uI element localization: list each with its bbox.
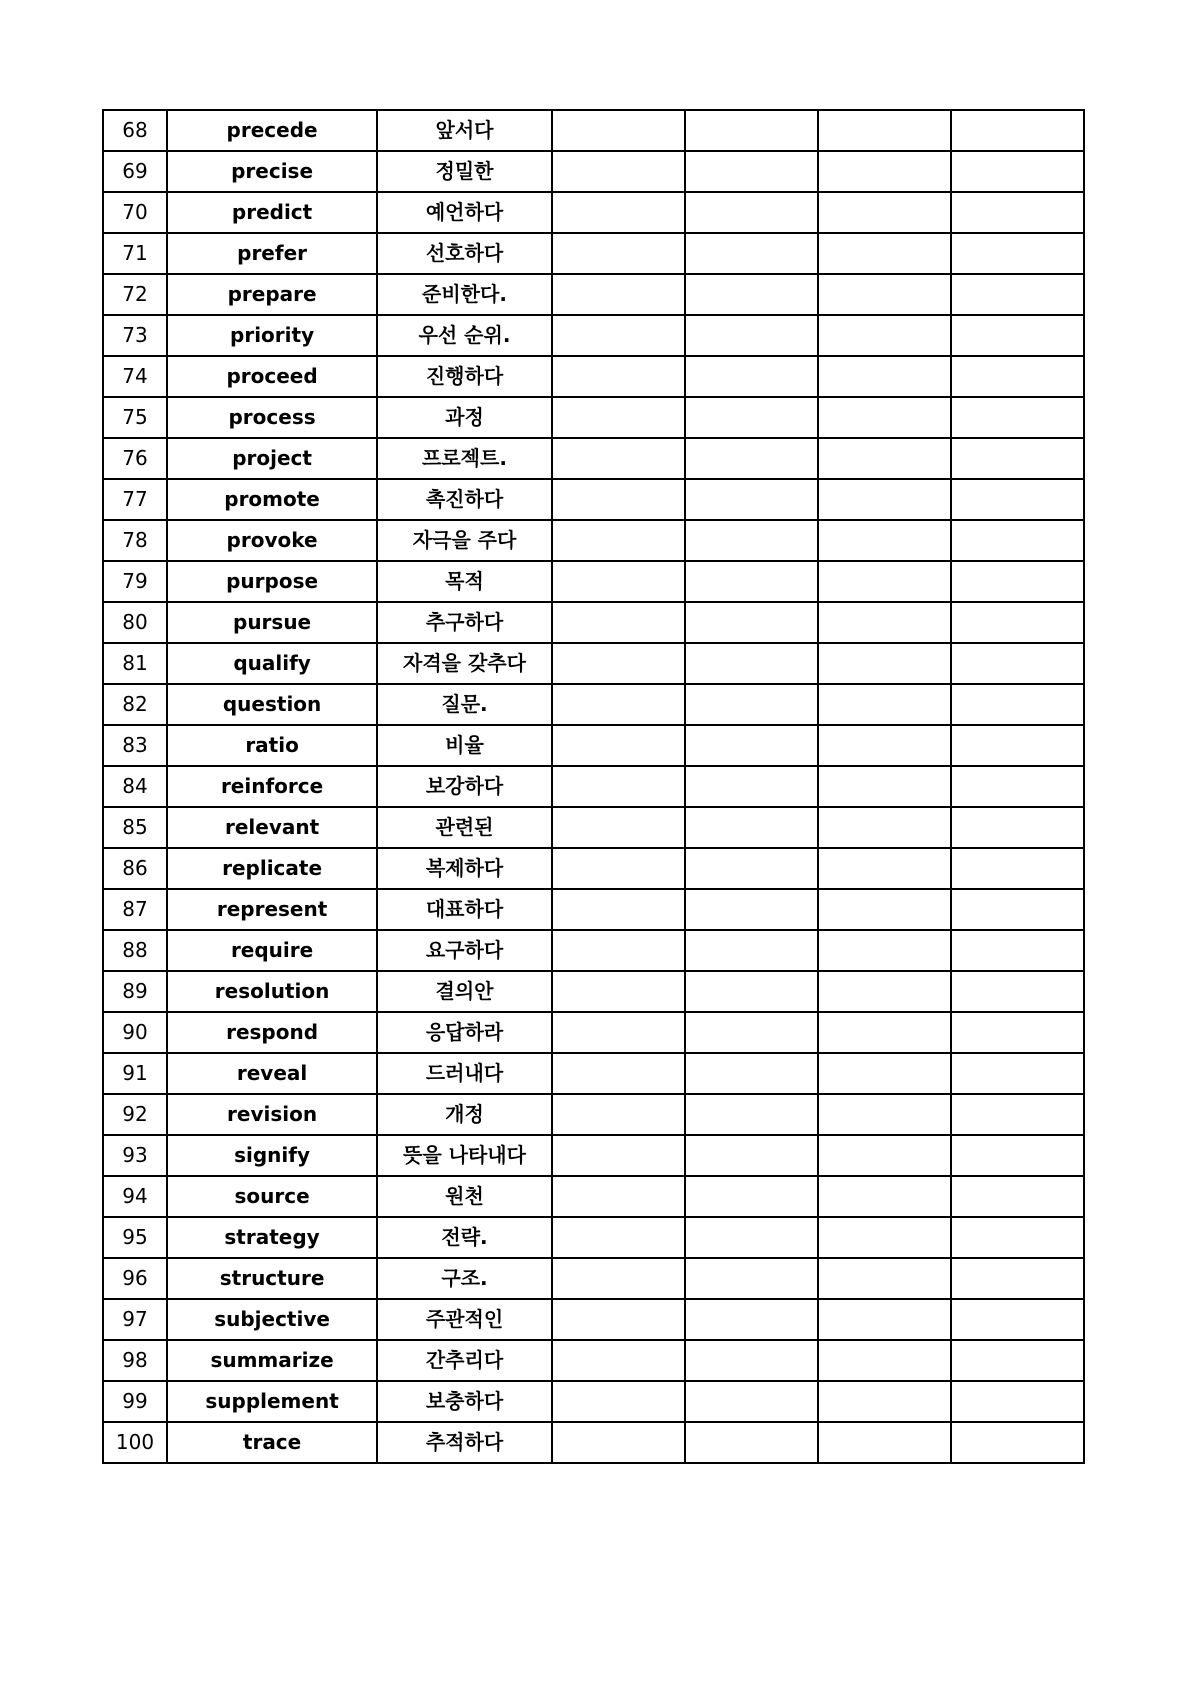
blank-practice-cell — [552, 643, 685, 684]
korean-meaning: 복제하다 — [377, 848, 552, 889]
row-number: 93 — [103, 1135, 167, 1176]
blank-practice-cell — [685, 520, 818, 561]
blank-practice-cell — [552, 930, 685, 971]
english-word: relevant — [167, 807, 377, 848]
blank-practice-cell — [818, 1135, 951, 1176]
blank-practice-cell — [685, 1340, 818, 1381]
row-number: 94 — [103, 1176, 167, 1217]
english-word: require — [167, 930, 377, 971]
blank-practice-cell — [951, 602, 1084, 643]
english-word: replicate — [167, 848, 377, 889]
table-row — [103, 1094, 1084, 1135]
korean-meaning: 준비한다. — [377, 274, 552, 315]
blank-practice-cell — [951, 1258, 1084, 1299]
blank-practice-cell — [818, 889, 951, 930]
row-number: 96 — [103, 1258, 167, 1299]
blank-practice-cell — [818, 684, 951, 725]
blank-practice-cell — [818, 192, 951, 233]
english-word: pursue — [167, 602, 377, 643]
table-row — [103, 1176, 1084, 1217]
table-row — [103, 520, 1084, 561]
row-number: 91 — [103, 1053, 167, 1094]
english-word: question — [167, 684, 377, 725]
blank-practice-cell — [951, 766, 1084, 807]
blank-practice-cell — [685, 397, 818, 438]
korean-meaning: 관련된 — [377, 807, 552, 848]
english-word: trace — [167, 1422, 377, 1463]
blank-practice-cell — [685, 1135, 818, 1176]
blank-practice-cell — [951, 1422, 1084, 1463]
korean-meaning: 추적하다 — [377, 1422, 552, 1463]
blank-practice-cell — [951, 397, 1084, 438]
blank-practice-cell — [818, 274, 951, 315]
table-row — [103, 602, 1084, 643]
blank-practice-cell — [685, 561, 818, 602]
blank-practice-cell — [685, 479, 818, 520]
blank-practice-cell — [818, 233, 951, 274]
row-number: 83 — [103, 725, 167, 766]
blank-practice-cell — [951, 889, 1084, 930]
korean-meaning: 응답하라 — [377, 1012, 552, 1053]
table-row — [103, 397, 1084, 438]
row-number: 88 — [103, 930, 167, 971]
table-row — [103, 315, 1084, 356]
blank-practice-cell — [552, 315, 685, 356]
vocabulary-table — [102, 109, 1085, 1464]
blank-practice-cell — [951, 725, 1084, 766]
english-word: strategy — [167, 1217, 377, 1258]
english-word: predict — [167, 192, 377, 233]
blank-practice-cell — [685, 1299, 818, 1340]
english-word: proceed — [167, 356, 377, 397]
english-word: respond — [167, 1012, 377, 1053]
blank-practice-cell — [552, 438, 685, 479]
row-number: 77 — [103, 479, 167, 520]
english-word: source — [167, 1176, 377, 1217]
blank-practice-cell — [685, 643, 818, 684]
blank-practice-cell — [951, 315, 1084, 356]
row-number: 95 — [103, 1217, 167, 1258]
blank-practice-cell — [552, 971, 685, 1012]
english-word: prepare — [167, 274, 377, 315]
english-word: precede — [167, 110, 377, 151]
blank-practice-cell — [552, 1135, 685, 1176]
korean-meaning: 보강하다 — [377, 766, 552, 807]
korean-meaning: 앞서다 — [377, 110, 552, 151]
korean-meaning: 예언하다 — [377, 192, 552, 233]
blank-practice-cell — [685, 1094, 818, 1135]
blank-practice-cell — [951, 356, 1084, 397]
blank-practice-cell — [951, 971, 1084, 1012]
blank-practice-cell — [552, 356, 685, 397]
blank-practice-cell — [685, 725, 818, 766]
blank-practice-cell — [818, 1422, 951, 1463]
blank-practice-cell — [951, 1381, 1084, 1422]
english-word: signify — [167, 1135, 377, 1176]
blank-practice-cell — [552, 602, 685, 643]
row-number: 99 — [103, 1381, 167, 1422]
english-word: represent — [167, 889, 377, 930]
blank-practice-cell — [552, 1217, 685, 1258]
blank-practice-cell — [951, 520, 1084, 561]
blank-practice-cell — [552, 1012, 685, 1053]
blank-practice-cell — [951, 438, 1084, 479]
blank-practice-cell — [685, 315, 818, 356]
english-word: priority — [167, 315, 377, 356]
english-word: reveal — [167, 1053, 377, 1094]
english-word: resolution — [167, 971, 377, 1012]
blank-practice-cell — [685, 807, 818, 848]
blank-practice-cell — [818, 848, 951, 889]
blank-practice-cell — [818, 725, 951, 766]
table-row — [103, 1012, 1084, 1053]
english-word: purpose — [167, 561, 377, 602]
blank-practice-cell — [552, 684, 685, 725]
korean-meaning: 뜻을 나타내다 — [377, 1135, 552, 1176]
row-number: 76 — [103, 438, 167, 479]
blank-practice-cell — [552, 274, 685, 315]
english-word: structure — [167, 1258, 377, 1299]
english-word: promote — [167, 479, 377, 520]
table-row — [103, 1299, 1084, 1340]
english-word: project — [167, 438, 377, 479]
row-number: 82 — [103, 684, 167, 725]
row-number: 90 — [103, 1012, 167, 1053]
korean-meaning: 우선 순위. — [377, 315, 552, 356]
row-number: 81 — [103, 643, 167, 684]
blank-practice-cell — [685, 602, 818, 643]
table-row — [103, 1340, 1084, 1381]
table-row — [103, 1422, 1084, 1463]
korean-meaning: 목적 — [377, 561, 552, 602]
blank-practice-cell — [951, 1340, 1084, 1381]
korean-meaning: 과정 — [377, 397, 552, 438]
blank-practice-cell — [951, 274, 1084, 315]
blank-practice-cell — [552, 1258, 685, 1299]
blank-practice-cell — [552, 1094, 685, 1135]
table-row — [103, 151, 1084, 192]
table-row — [103, 971, 1084, 1012]
english-word: qualify — [167, 643, 377, 684]
table-row — [103, 807, 1084, 848]
table-row — [103, 766, 1084, 807]
blank-practice-cell — [685, 1012, 818, 1053]
blank-practice-cell — [951, 1012, 1084, 1053]
blank-practice-cell — [818, 1381, 951, 1422]
korean-meaning: 전략. — [377, 1217, 552, 1258]
blank-practice-cell — [951, 1217, 1084, 1258]
table-row — [103, 1135, 1084, 1176]
blank-practice-cell — [818, 561, 951, 602]
blank-practice-cell — [818, 766, 951, 807]
blank-practice-cell — [951, 848, 1084, 889]
vocabulary-table-body — [103, 110, 1084, 1463]
table-row — [103, 889, 1084, 930]
blank-practice-cell — [685, 356, 818, 397]
row-number: 75 — [103, 397, 167, 438]
korean-meaning: 프로젝트. — [377, 438, 552, 479]
table-row — [103, 1381, 1084, 1422]
blank-practice-cell — [951, 643, 1084, 684]
blank-practice-cell — [951, 930, 1084, 971]
blank-practice-cell — [552, 151, 685, 192]
blank-practice-cell — [818, 971, 951, 1012]
blank-practice-cell — [685, 1422, 818, 1463]
blank-practice-cell — [685, 971, 818, 1012]
blank-practice-cell — [552, 110, 685, 151]
blank-practice-cell — [685, 848, 818, 889]
blank-practice-cell — [685, 274, 818, 315]
blank-practice-cell — [818, 1176, 951, 1217]
blank-practice-cell — [552, 520, 685, 561]
row-number: 69 — [103, 151, 167, 192]
blank-practice-cell — [685, 684, 818, 725]
blank-practice-cell — [552, 1299, 685, 1340]
blank-practice-cell — [951, 684, 1084, 725]
blank-practice-cell — [818, 1012, 951, 1053]
blank-practice-cell — [951, 1299, 1084, 1340]
blank-practice-cell — [552, 192, 685, 233]
blank-practice-cell — [818, 479, 951, 520]
korean-meaning: 자극을 주다 — [377, 520, 552, 561]
blank-practice-cell — [552, 1176, 685, 1217]
table-row — [103, 233, 1084, 274]
blank-practice-cell — [685, 889, 818, 930]
blank-practice-cell — [818, 151, 951, 192]
table-row — [103, 110, 1084, 151]
table-row — [103, 725, 1084, 766]
blank-practice-cell — [951, 233, 1084, 274]
blank-practice-cell — [685, 1053, 818, 1094]
korean-meaning: 드러내다 — [377, 1053, 552, 1094]
korean-meaning: 주관적인 — [377, 1299, 552, 1340]
korean-meaning: 추구하다 — [377, 602, 552, 643]
blank-practice-cell — [685, 110, 818, 151]
korean-meaning: 선호하다 — [377, 233, 552, 274]
english-word: subjective — [167, 1299, 377, 1340]
korean-meaning: 구조. — [377, 1258, 552, 1299]
korean-meaning: 원천 — [377, 1176, 552, 1217]
korean-meaning: 보충하다 — [377, 1381, 552, 1422]
blank-practice-cell — [685, 1258, 818, 1299]
table-row — [103, 274, 1084, 315]
blank-practice-cell — [951, 151, 1084, 192]
table-row — [103, 684, 1084, 725]
blank-practice-cell — [818, 356, 951, 397]
blank-practice-cell — [552, 561, 685, 602]
blank-practice-cell — [685, 233, 818, 274]
blank-practice-cell — [552, 397, 685, 438]
english-word: supplement — [167, 1381, 377, 1422]
blank-practice-cell — [818, 1094, 951, 1135]
table-row — [103, 930, 1084, 971]
blank-practice-cell — [818, 110, 951, 151]
table-row — [103, 356, 1084, 397]
blank-practice-cell — [818, 1258, 951, 1299]
row-number: 100 — [103, 1422, 167, 1463]
blank-practice-cell — [552, 807, 685, 848]
blank-practice-cell — [951, 807, 1084, 848]
blank-practice-cell — [951, 1135, 1084, 1176]
korean-meaning: 개정 — [377, 1094, 552, 1135]
english-word: process — [167, 397, 377, 438]
row-number: 74 — [103, 356, 167, 397]
row-number: 86 — [103, 848, 167, 889]
table-row — [103, 479, 1084, 520]
blank-practice-cell — [818, 315, 951, 356]
row-number: 73 — [103, 315, 167, 356]
english-word: ratio — [167, 725, 377, 766]
table-row — [103, 1217, 1084, 1258]
korean-meaning: 대표하다 — [377, 889, 552, 930]
blank-practice-cell — [818, 520, 951, 561]
korean-meaning: 비율 — [377, 725, 552, 766]
row-number: 70 — [103, 192, 167, 233]
row-number: 92 — [103, 1094, 167, 1135]
blank-practice-cell — [951, 479, 1084, 520]
english-word: precise — [167, 151, 377, 192]
table-row — [103, 561, 1084, 602]
korean-meaning: 간추리다 — [377, 1340, 552, 1381]
blank-practice-cell — [818, 397, 951, 438]
blank-practice-cell — [552, 848, 685, 889]
blank-practice-cell — [951, 1176, 1084, 1217]
blank-practice-cell — [552, 1422, 685, 1463]
blank-practice-cell — [552, 233, 685, 274]
blank-practice-cell — [951, 1094, 1084, 1135]
blank-practice-cell — [685, 766, 818, 807]
row-number: 79 — [103, 561, 167, 602]
table-row — [103, 1053, 1084, 1094]
english-word: summarize — [167, 1340, 377, 1381]
blank-practice-cell — [818, 930, 951, 971]
blank-practice-cell — [818, 1340, 951, 1381]
row-number: 87 — [103, 889, 167, 930]
blank-practice-cell — [552, 1053, 685, 1094]
table-row — [103, 1258, 1084, 1299]
row-number: 84 — [103, 766, 167, 807]
row-number: 68 — [103, 110, 167, 151]
table-row — [103, 848, 1084, 889]
blank-practice-cell — [951, 561, 1084, 602]
blank-practice-cell — [552, 766, 685, 807]
korean-meaning: 자격을 갖추다 — [377, 643, 552, 684]
blank-practice-cell — [818, 1299, 951, 1340]
blank-practice-cell — [951, 110, 1084, 151]
blank-practice-cell — [818, 1053, 951, 1094]
korean-meaning: 정밀한 — [377, 151, 552, 192]
row-number: 78 — [103, 520, 167, 561]
blank-practice-cell — [552, 479, 685, 520]
blank-practice-cell — [685, 438, 818, 479]
blank-practice-cell — [552, 1381, 685, 1422]
blank-practice-cell — [685, 1381, 818, 1422]
english-word: revision — [167, 1094, 377, 1135]
blank-practice-cell — [818, 438, 951, 479]
blank-practice-cell — [552, 725, 685, 766]
table-row — [103, 438, 1084, 479]
table-row — [103, 192, 1084, 233]
english-word: provoke — [167, 520, 377, 561]
blank-practice-cell — [685, 151, 818, 192]
korean-meaning: 질문. — [377, 684, 552, 725]
blank-practice-cell — [685, 192, 818, 233]
blank-practice-cell — [685, 1176, 818, 1217]
blank-practice-cell — [818, 1217, 951, 1258]
row-number: 98 — [103, 1340, 167, 1381]
blank-practice-cell — [818, 643, 951, 684]
row-number: 80 — [103, 602, 167, 643]
blank-practice-cell — [685, 1217, 818, 1258]
blank-practice-cell — [818, 602, 951, 643]
blank-practice-cell — [685, 930, 818, 971]
english-word: prefer — [167, 233, 377, 274]
row-number: 89 — [103, 971, 167, 1012]
english-word: reinforce — [167, 766, 377, 807]
blank-practice-cell — [818, 807, 951, 848]
blank-practice-cell — [951, 192, 1084, 233]
korean-meaning: 결의안 — [377, 971, 552, 1012]
blank-practice-cell — [552, 1340, 685, 1381]
table-row — [103, 643, 1084, 684]
row-number: 97 — [103, 1299, 167, 1340]
blank-practice-cell — [552, 889, 685, 930]
row-number: 85 — [103, 807, 167, 848]
korean-meaning: 진행하다 — [377, 356, 552, 397]
korean-meaning: 촉진하다 — [377, 479, 552, 520]
blank-practice-cell — [951, 1053, 1084, 1094]
row-number: 71 — [103, 233, 167, 274]
korean-meaning: 요구하다 — [377, 930, 552, 971]
row-number: 72 — [103, 274, 167, 315]
